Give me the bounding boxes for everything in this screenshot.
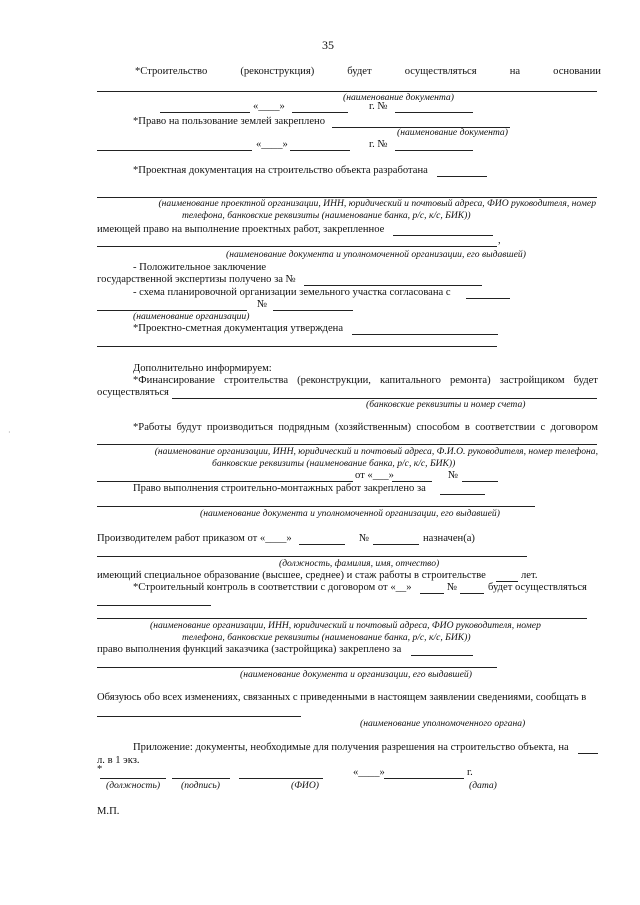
experience-years-unit: лет. xyxy=(521,570,538,581)
project-org-caption-1: (наименование проектной организации, ИНН, юридический и почтовый адреса, ФИО руководителя, номер xyxy=(158,198,596,209)
land-g-no: г. № xyxy=(369,139,388,150)
contractor-caption-1: (наименование организации, ИНН, юридический и почтовый адреса, Ф.И.О. руководителя, номер телефона, xyxy=(154,446,598,457)
scheme-number-field[interactable] xyxy=(273,310,353,311)
word: строительства xyxy=(224,375,289,386)
word: с xyxy=(540,422,546,433)
appendix-text-2: л. в 1 экз. xyxy=(97,755,140,766)
margin-mark: · xyxy=(8,428,11,437)
project-rights-comma: , xyxy=(498,235,501,246)
estimate-text: *Проектно-сметная документация утверждена xyxy=(133,323,344,334)
page-number: 35 xyxy=(322,38,334,52)
contract-no: № xyxy=(448,470,459,481)
project-doc-text: *Проектная документация на строительство объекта разработана xyxy=(133,165,428,176)
scheme-org-field[interactable] xyxy=(466,298,510,299)
word: *Работы xyxy=(133,422,172,433)
word: основании xyxy=(553,66,601,77)
construction-rights-text: Право выполнения строительно-монтажных работ закреплено за xyxy=(133,483,426,494)
expertise-number-field[interactable] xyxy=(304,285,482,286)
word: *Строительство xyxy=(135,66,208,77)
manager-order-no: № xyxy=(359,533,370,544)
appendix-text-1: Приложение: документы, необходимые для получения разрешения на строительство объекта, на xyxy=(133,742,569,753)
contract-field[interactable] xyxy=(97,481,353,482)
manager-education-text: имеющий специальное образование (высшее, среднее) и стаж работы в строительстве xyxy=(97,570,486,581)
word: будет xyxy=(347,66,372,77)
estimate-field[interactable] xyxy=(352,334,498,335)
control-number-field[interactable] xyxy=(460,593,484,594)
expertise-conclusion-text-2: государственной экспертизы получено за № xyxy=(97,274,296,285)
fio-caption: (ФИО) xyxy=(291,780,319,791)
control-text-1: *Строительный контроль в соответствии с договором от «__» xyxy=(133,582,412,593)
manager-caption: (должность, фамилия, имя, отчество) xyxy=(279,558,440,569)
word: будет xyxy=(573,375,598,386)
word: будут xyxy=(176,422,202,433)
construction-date-mark: «____» xyxy=(253,101,285,112)
word: (реконструкции, xyxy=(297,375,371,386)
signature-year-mark: г. xyxy=(467,767,473,778)
funding-line xyxy=(133,375,598,387)
word: капитального xyxy=(380,375,441,386)
project-rights-caption: (наименование документа и уполномоченной организации, его выдавшей) xyxy=(226,249,526,260)
manager-order-number-field[interactable] xyxy=(373,544,419,545)
signature-star: * xyxy=(97,764,103,775)
word: ремонта) xyxy=(449,375,491,386)
customer-rights-field[interactable] xyxy=(411,655,473,656)
construction-number-field[interactable] xyxy=(395,112,473,113)
land-date-field[interactable] xyxy=(290,150,350,151)
contractor-caption-2: банковские реквизиты (наименование банка, р/с, к/с, БИК)) xyxy=(212,458,456,469)
obligation-text: Обязуюсь обо всех изменениях, связанных с приведенными в настоящем заявлении сведениями, сообщать в xyxy=(97,692,587,703)
project-org-caption-2: телефона, банковские реквизиты (наименование банка, р/с, к/с, БИК)) xyxy=(182,210,471,221)
construction-rights-field[interactable] xyxy=(440,494,485,495)
land-doc-caption: (наименование документа) xyxy=(397,127,508,138)
estimate-field-2[interactable] xyxy=(97,346,497,347)
construction-doc-caption: (наименование документа) xyxy=(343,92,454,103)
contract-date-mark: от «___» xyxy=(355,470,394,481)
project-rights-field-2[interactable] xyxy=(97,246,497,247)
word: в xyxy=(464,422,470,433)
scheme-text: - схема планировочной организации земельного участка согласована с xyxy=(133,287,451,298)
project-rights-text: имеющей право на выполнение проектных работ, закрепленное xyxy=(97,224,385,235)
stamp-place-label: М.П. xyxy=(97,806,120,817)
control-field-1[interactable] xyxy=(97,605,211,606)
signature-date-mark: «____» xyxy=(353,767,385,778)
construction-rights-field-2[interactable] xyxy=(97,506,535,507)
construction-rights-caption: (наименование документа и уполномоченной организации, его выдавшей) xyxy=(200,508,500,519)
word: осуществляться xyxy=(404,66,477,77)
additional-heading: Дополнительно информируем: xyxy=(133,363,272,374)
authority-field[interactable] xyxy=(97,716,301,717)
construction-date-field[interactable] xyxy=(292,112,348,113)
scheme-org-caption: (наименование организации) xyxy=(133,311,250,322)
word: договором xyxy=(550,422,598,433)
manager-order-text: Производителем работ приказом от «____» xyxy=(97,533,292,544)
word: на xyxy=(509,66,521,77)
word: *Финансирование xyxy=(133,375,215,386)
control-date-field[interactable] xyxy=(420,593,444,594)
signature-field[interactable] xyxy=(172,778,230,779)
project-doc-field[interactable] xyxy=(437,176,487,177)
land-doc-field[interactable] xyxy=(97,150,252,151)
construction-doc-number-prefix-field[interactable] xyxy=(160,112,250,113)
contractor-field[interactable] xyxy=(97,444,597,445)
signature-caption: (подпись) xyxy=(181,780,220,791)
word: способом xyxy=(416,422,460,433)
control-field-2[interactable] xyxy=(97,618,587,619)
bank-caption: (банковские реквизиты и номер счета) xyxy=(366,399,526,410)
authority-caption: (наименование уполномоченного органа) xyxy=(360,718,526,729)
control-no: № xyxy=(447,582,458,593)
manager-order-date-field[interactable] xyxy=(299,544,345,545)
word: соответствии xyxy=(475,422,536,433)
appendix-sheets-field[interactable] xyxy=(578,753,598,754)
position-caption: (должность) xyxy=(106,780,161,791)
customer-rights-text: право выполнения функций заказчика (застройщика) закреплено за xyxy=(97,644,402,655)
construction-basis-line xyxy=(135,66,601,78)
control-org-caption-2: телефона, банковские реквизиты (наименование банка, р/с, к/с, БИК)) xyxy=(182,632,471,643)
manager-name-field[interactable] xyxy=(97,556,527,557)
contract-number-field[interactable] xyxy=(462,481,498,482)
land-date-mark: «____» xyxy=(256,139,288,150)
word: подрядным xyxy=(278,422,330,433)
position-field[interactable] xyxy=(100,778,166,779)
construction-g-no: г. № xyxy=(369,101,388,112)
expertise-conclusion-text-1: - Положительное заключение xyxy=(133,262,267,273)
word: (реконструкция) xyxy=(240,66,315,77)
word: застройщиком xyxy=(499,375,565,386)
scheme-no: № xyxy=(257,299,268,310)
customer-rights-caption: (наименование документа и организации, его выдавшей) xyxy=(240,669,472,680)
control-org-caption-1: (наименование организации, ИНН, юридический и почтовый адреса, ФИО руководителя, номер xyxy=(150,620,541,631)
word: (хозяйственным) xyxy=(334,422,411,433)
date-caption: (дата) xyxy=(469,780,497,791)
fio-field[interactable] xyxy=(239,778,323,779)
manager-appointed-text: назначен(а) xyxy=(423,533,475,544)
land-number-field[interactable] xyxy=(395,150,473,151)
contract-date-field[interactable] xyxy=(392,481,432,482)
control-text-2: будет осуществляться xyxy=(488,582,587,593)
signature-date-field[interactable] xyxy=(384,778,464,779)
word: производиться xyxy=(206,422,274,433)
works-line xyxy=(133,422,598,434)
funding-text-2: осуществляться xyxy=(97,387,169,398)
customer-rights-field-2[interactable] xyxy=(97,667,497,668)
project-rights-field-1[interactable] xyxy=(393,235,493,236)
land-use-text: *Право на пользование землей закреплено xyxy=(133,116,326,127)
